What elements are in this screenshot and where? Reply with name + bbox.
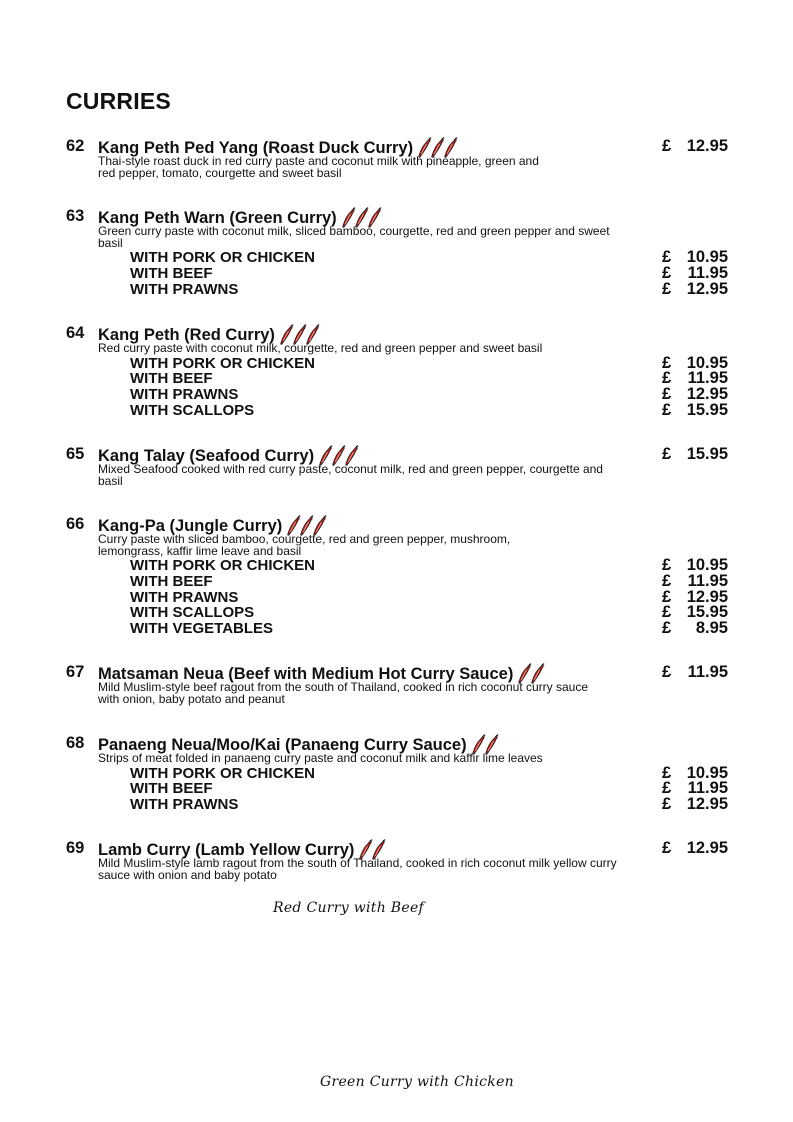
spice-level <box>318 445 360 467</box>
currency-symbol: £ <box>662 353 672 372</box>
menu-item <box>66 734 730 813</box>
chili-icon <box>371 839 387 861</box>
page-title: CURRIES <box>66 88 171 114</box>
currency-symbol: £ <box>662 795 672 814</box>
currency-symbol: £ <box>662 369 672 388</box>
menu-item <box>66 839 730 881</box>
variant-row <box>66 797 730 813</box>
item-name: Kang Talay (Seafood Curry) <box>98 446 315 465</box>
currency-symbol: £ <box>662 571 672 590</box>
chili-icon <box>344 445 360 467</box>
chili-icon <box>312 515 328 537</box>
currency-symbol: £ <box>662 763 672 782</box>
item-title <box>98 445 360 467</box>
menu-item-header <box>66 137 730 155</box>
item-variants <box>66 558 730 637</box>
chili-icon <box>305 324 321 346</box>
item-name: Panaeng Neua/Moo/Kai (Panaeng Curry Sauce) <box>98 735 467 754</box>
variant-price: £ 12.95 <box>662 587 728 606</box>
variant-label: WITH PORK OR CHICKEN <box>130 354 315 372</box>
variant-row <box>66 621 730 637</box>
variant-price: £ 8.95 <box>662 619 728 638</box>
spice-level <box>279 324 321 346</box>
currency-symbol: £ <box>662 400 672 419</box>
spice-level <box>358 839 387 861</box>
menu-item-header <box>66 324 730 342</box>
variant-label: WITH PRAWNS <box>130 386 239 404</box>
currency-symbol: £ <box>662 839 672 857</box>
item-number: 66 <box>66 515 85 533</box>
currency-symbol: £ <box>662 385 672 404</box>
chili-icon <box>530 663 546 685</box>
menu-item-header <box>66 839 730 857</box>
photo-caption-red-curry: Red Curry with Beef <box>273 900 425 916</box>
item-title <box>98 137 459 159</box>
spice-level <box>286 515 328 537</box>
item-number: 65 <box>66 445 85 463</box>
item-description: Thai-style roast duck in red curry paste and coconut milk with pineapple, green and red pepper, tomato, courgette and sweet basil <box>98 154 539 180</box>
item-title <box>98 324 321 346</box>
chili-icon <box>484 734 500 756</box>
variant-row <box>66 387 730 403</box>
currency-symbol: £ <box>662 587 672 606</box>
variant-price: £ 12.95 <box>662 385 728 404</box>
currency-symbol: £ <box>662 137 672 155</box>
variant-row <box>66 781 730 797</box>
item-name: Kang Peth Ped Yang (Roast Duck Curry) <box>98 138 414 157</box>
item-description: Mild Muslim-style lamb ragout from the south of Thailand, cooked in rich coconut milk yellow curry sauce with onion and baby potato <box>98 856 617 882</box>
item-name: Lamb Curry (Lamb Yellow Curry) <box>98 840 355 859</box>
item-title <box>98 207 383 229</box>
variant-price: £ 10.95 <box>662 763 728 782</box>
variant-row <box>66 558 730 574</box>
spice-level <box>417 137 459 159</box>
item-description: Mild Muslim-style beef ragout from the south of Thailand, cooked in rich coconut curry sauce with onion, baby potato and peanut <box>98 680 589 706</box>
currency-symbol: £ <box>662 779 672 798</box>
menu-item <box>66 137 730 179</box>
variant-label: WITH VEGETABLES <box>130 620 274 638</box>
variant-row <box>66 605 730 621</box>
item-price: £ 12.95 <box>662 839 728 857</box>
variant-label: WITH BEEF <box>130 572 213 590</box>
menu-item <box>66 663 730 705</box>
item-price: £ 15.95 <box>662 445 728 463</box>
variant-label: WITH PORK OR CHICKEN <box>130 764 315 782</box>
menu-item <box>66 324 730 419</box>
item-variants <box>66 763 730 814</box>
variant-price: £ 10.95 <box>662 248 728 266</box>
variant-price: £ 10.95 <box>662 556 728 574</box>
item-title <box>98 663 546 685</box>
spice-level <box>341 207 383 229</box>
currency-symbol: £ <box>662 603 672 622</box>
variant-label: WITH SCALLOPS <box>130 401 255 419</box>
variant-row <box>66 250 730 266</box>
item-name: Kang Peth (Red Curry) <box>98 325 275 344</box>
chili-icon <box>367 207 383 229</box>
item-number: 67 <box>66 663 85 681</box>
variant-label: WITH PORK OR CHICKEN <box>130 557 315 574</box>
item-title <box>98 515 328 537</box>
variant-price: £ 11.95 <box>662 779 728 798</box>
item-number: 62 <box>66 137 85 155</box>
item-price: £ 12.95 <box>662 137 728 155</box>
variant-price: £ 15.95 <box>662 603 728 622</box>
currency-symbol: £ <box>662 445 672 463</box>
item-name: Kang-Pa (Jungle Curry) <box>98 516 283 535</box>
menu-item-header <box>66 515 730 533</box>
variant-label: WITH SCALLOPS <box>130 604 255 622</box>
variant-price: £ 11.95 <box>662 369 728 388</box>
variant-price: £ 11.95 <box>662 263 728 282</box>
variant-label: WITH PRAWNS <box>130 280 239 298</box>
item-title <box>98 839 387 861</box>
item-description: Red curry paste with coconut milk, courgette, red and green pepper and sweet basil <box>98 341 543 355</box>
variant-label: WITH PORK OR CHICKEN <box>130 249 315 266</box>
variant-label: WITH BEEF <box>130 370 213 388</box>
variant-label: WITH PRAWNS <box>130 796 239 814</box>
item-name: Matsaman Neua (Beef with Medium Hot Curry Sauce) <box>98 664 514 683</box>
item-number: 68 <box>66 734 85 752</box>
item-title <box>98 734 500 756</box>
currency-symbol: £ <box>662 619 672 638</box>
spice-level <box>517 663 546 685</box>
variant-label: WITH BEEF <box>130 780 213 798</box>
item-name: Kang Peth Warn (Green Curry) <box>98 208 337 227</box>
menu-item-header <box>66 663 730 681</box>
variant-label: WITH BEEF <box>130 264 213 282</box>
variant-price: £ 12.95 <box>662 279 728 298</box>
chili-icon <box>443 137 459 159</box>
photo-caption-green-curry: Green Curry with Chicken <box>320 1074 514 1090</box>
variant-row <box>66 263 730 282</box>
variant-price: £ 15.95 <box>662 400 728 419</box>
currency-symbol: £ <box>662 263 672 282</box>
item-description: Strips of meat folded in panaeng curry paste and coconut milk and kaffir lime leaves <box>98 751 543 765</box>
variant-row <box>66 353 730 372</box>
item-number: 64 <box>66 324 85 342</box>
variant-row <box>66 400 730 419</box>
currency-symbol: £ <box>662 248 672 266</box>
variant-price: £ 10.95 <box>662 353 728 372</box>
spice-level <box>471 734 500 756</box>
variant-row <box>66 763 730 782</box>
currency-symbol: £ <box>662 279 672 298</box>
item-description: Mixed Seafood cooked with red curry paste, coconut milk, red and green pepper, courgette and basil <box>98 462 603 488</box>
item-price: £ 11.95 <box>662 663 728 681</box>
item-description: Green curry paste with coconut milk, sliced bamboo, courgette, red and green pepper and sweet basil <box>98 224 610 250</box>
variant-row <box>66 279 730 298</box>
item-variants <box>66 250 730 297</box>
variant-price: £ 11.95 <box>662 571 728 590</box>
variant-label: WITH PRAWNS <box>130 588 239 606</box>
item-number: 63 <box>66 207 85 225</box>
variant-row <box>66 571 730 590</box>
menu-item-header <box>66 445 730 463</box>
item-variants <box>66 353 730 419</box>
item-number: 69 <box>66 839 85 857</box>
variant-row <box>66 371 730 387</box>
menu-item <box>66 207 730 297</box>
menu-item-header <box>66 207 730 225</box>
menu-item <box>66 445 730 487</box>
item-description: Curry paste with sliced bamboo, courgette, red and green pepper, mushroom, lemongrass, kaffir lime leave and basil <box>98 532 511 558</box>
variant-row <box>66 587 730 606</box>
menu-item-header <box>66 734 730 752</box>
currency-symbol: £ <box>662 663 672 681</box>
variant-price: £ 12.95 <box>662 795 728 814</box>
currency-symbol: £ <box>662 556 672 574</box>
menu-item <box>66 515 730 637</box>
